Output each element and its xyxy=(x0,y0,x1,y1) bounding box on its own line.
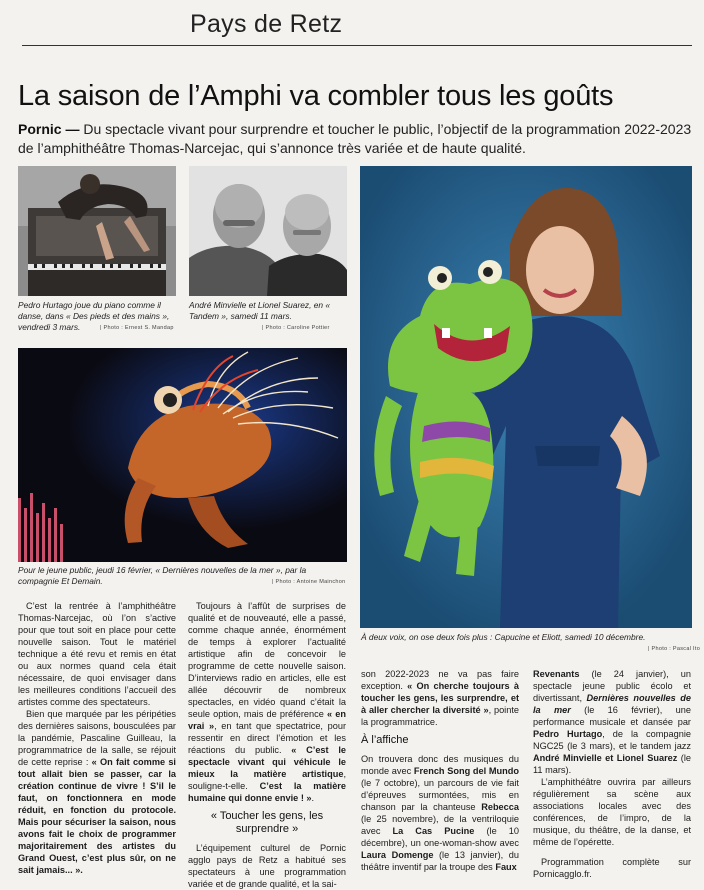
col3-p2-e: (le 25 novembre), de la ventriloquie avec xyxy=(361,814,519,836)
col2-subhead: « Toucher les gens, les surprendre » xyxy=(210,810,324,835)
col2-p1-e: , souligne-t-elle. xyxy=(188,769,346,791)
col4-p1-c: Dernières nouvelles de la mer xyxy=(533,693,691,715)
col3-p2-b: French Song del Mundo xyxy=(413,766,519,776)
col2-p1-d: « C’est le spectacle vivant qui véhicule le mieux la matière artistique xyxy=(188,745,346,779)
body-column-1 xyxy=(18,600,176,876)
photo-pianist xyxy=(18,166,176,296)
photo-ventriloquist xyxy=(360,166,692,628)
col3-subhead: À l’affiche xyxy=(361,734,409,746)
credit-sea-creature: | Photo : Antoine Mainchon xyxy=(272,579,346,585)
col2-p1-a: Toujours à l’affût de surprises de qualité et de nouveauté, elle a passé, comme chaque année, énormément de temps à explorer l’actualité artistique afin de concevoir le programme de cette nouvelle saison. D’interviews radio en articles, elle est allée découvrir de nombreux spectacles, en vidéo quand c’était la seule option, mais de préférence xyxy=(188,601,346,719)
col3-p2-h: Laura Domenge xyxy=(361,850,434,860)
col2-paragraph-2: L’équipement culturel de Pornic agglo pays de Retz a habitué ses spectateurs à une programmation variée et de grande qualité, et la sai- xyxy=(188,843,346,889)
caption-sea-creature: Pour le jeune public, jeudi 16 février, « Dernières nouvelles de la mer », par la compagnie Et Demain. xyxy=(18,565,307,586)
body-column-4 xyxy=(533,668,691,880)
col3-p2-i: (le 13 janvier), du théâtre inventif par la troupe des xyxy=(361,850,519,872)
lead-paragraph xyxy=(18,120,694,158)
caption-pianist: Pedro Hurtago joue du piano comme il danse, dans « Des pieds et des mains », vendredi 3 mars. xyxy=(18,300,170,332)
col3-p2-d: Rebecca xyxy=(481,802,519,812)
col4-paragraph-2: L’amphithéâtre ouvrira par ailleurs régulièrement sa scène aux associations locales avec des conférences, de l’impro, de la musique, du théâtre, de la danse, et même de l’opérette. xyxy=(533,777,691,847)
body-column-3 xyxy=(361,668,519,873)
col4-p1-g: André Minvielle et Lionel Suarez xyxy=(533,753,678,763)
section-rule xyxy=(22,45,692,46)
col4-paragraph-1 xyxy=(533,668,691,776)
col3-p2-g: (le 10 décembre), un one-woman-show avec xyxy=(361,826,519,848)
caption-duo: André Minvielle et Lionel Suarez, en « Tandem », samedi 11 mars. xyxy=(189,300,331,321)
col3-p2-c: (le 7 octobre), un parcours de vie fait d’épreuves surmontées, mis en chanson par la chanteuse xyxy=(361,778,519,812)
caption-ventriloquist: À deux voix, on ose deux fois plus : Capucine et Eliott, samedi 10 décembre. xyxy=(361,632,646,642)
col4-p1-f: , de la compagnie NGC25 (le 3 mars), et le tandem jazz xyxy=(533,729,692,751)
col3-p2-j: Faux xyxy=(495,862,517,872)
section-title: Pays de Retz xyxy=(190,10,343,38)
col4-p1-d: (le 16 février), une performance musicale et dansée par xyxy=(533,705,692,727)
col1-p2-quote: « On fait comme si tout allait bien se passer, car la création continue de vivre ! S’il le faut, on fonctionnera en mode réduit, en fonction du protocole. Mais pour sécuriser la saison, nous avons fait le choix de programmer majoritairement des artistes du Grand Ouest, c’est plus sûr, on ne sait jamais... ». xyxy=(18,757,176,875)
col3-p1-c: , pointe la programmatrice. xyxy=(361,705,519,727)
col4-p1-e: Pedro Hurtago xyxy=(533,729,603,739)
headline: La saison de l’Amphi va combler tous les goûts xyxy=(18,80,614,112)
col2-p1-c: , en tant que spectatrice, pour ressentir en direct l’émotion et les réactions du public. xyxy=(188,721,347,755)
col1-paragraph-1: C’est la rentrée à l’amphithéâtre Thomas-Narcejac, où l’on s’active pour que tout soit en place pour cette nouvelle saison. Tout le matériel technique a été revu et remis en état ou aux normes quand cela était nécessaire, de quoi envisager dans les meilleures conditions l’accueil des artistes comme des spectateurs. xyxy=(18,601,176,707)
credit-ventriloquist: | Photo : Pascal Ito xyxy=(648,646,701,652)
photo-sea-creature xyxy=(18,348,347,562)
col3-p1-b: « On cherche toujours à toucher les gens, les surprendre, et à aller chercher la diversité » xyxy=(361,681,520,715)
col3-p2-a: On trouvera donc des musiques du monde avec xyxy=(361,754,519,776)
photo-duo xyxy=(189,166,347,296)
col4-p1-h: (le 11 mars). xyxy=(533,753,691,775)
col2-p1-f: C’est la matière humaine qui donne envie ! » xyxy=(188,781,346,803)
col2-p1-g: . xyxy=(311,793,315,803)
lead-text: Du spectacle vivant pour surprendre et toucher le public, l’objectif de la programmation 2022-2023 de l’amphithéâtre Thomas-Narcejac, qui s’annonce très variée et de haute qualité. xyxy=(18,121,692,156)
lead-location: Pornic — xyxy=(18,121,84,137)
col3-p1-a: son 2022-2023 ne va pas faire exception. xyxy=(361,669,519,691)
body-column-2 xyxy=(188,600,346,890)
col4-p1-a: Revenants xyxy=(533,669,580,679)
col3-paragraph-1 xyxy=(361,668,519,728)
col3-p2-f: La Cas Pucine xyxy=(392,826,475,836)
credit-duo: | Photo : Caroline Pottier xyxy=(262,325,330,331)
col4-p1-b: (le 24 janvier), un spectacle jeune public écolo et divertissant, xyxy=(533,669,691,703)
col4-paragraph-3: Programmation complète sur Pornicagglo.fr. xyxy=(533,857,691,879)
col3-paragraph-2 xyxy=(361,753,519,873)
col1-paragraph-2 xyxy=(18,708,176,876)
col2-p1-b: « en vrai » xyxy=(188,709,346,731)
credit-pianist: | Photo : Ernest S. Mandap xyxy=(100,325,174,331)
col1-p2-text: Bien que marquée par les péripéties des dernières saisons, bousculées par la pandémie, Pascaline Guilleau, la programmatrice de la salle, se réjouit de cette reprise : xyxy=(18,709,176,767)
col2-paragraph-1 xyxy=(188,600,346,804)
